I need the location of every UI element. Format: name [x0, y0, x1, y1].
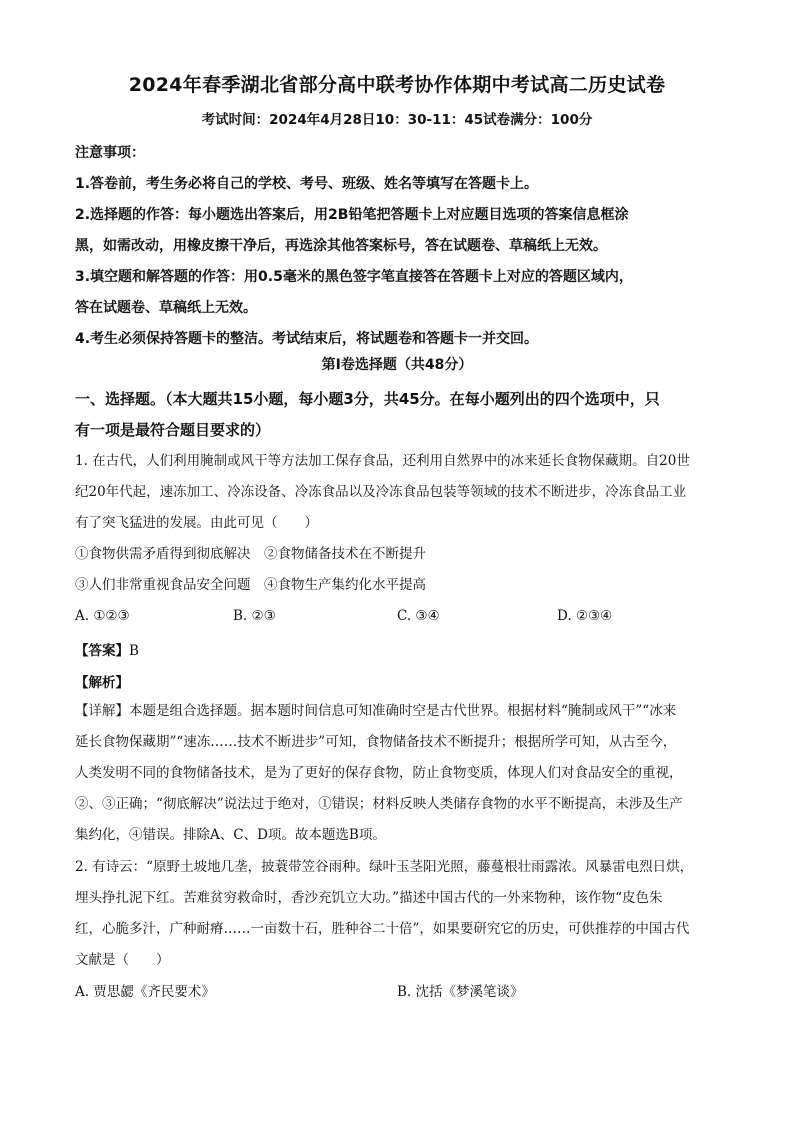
question-line: 红，心脆多汁，广种耐瘠……一亩数十石，胜种谷二十倍”，如果要研究它的历史，可供推荐的中国古代 [75, 921, 690, 937]
question-1-options [75, 601, 725, 632]
option-b: B. 沈括《梦溪笔谈》 [397, 984, 524, 1000]
detail-line: ②、③正确；“彻底解决”说法过于绝对，①错误；材料反映人类储存食物的水平不断提高，未涉及生产 [75, 796, 683, 812]
section-intro-line: 有一项是最符合题目要求的） [75, 421, 271, 439]
detail-line: 人类发明不同的食物储备技术，是为了更好的保存食物，防止食物变质，体现人们对食品安全的重视， [75, 765, 683, 781]
option-c: C. ③④ [397, 608, 440, 624]
notice-heading: 注意事项： [75, 145, 145, 161]
page-title: 2024年春季湖北省部分高中联考协作体期中考试高二历史试卷 [128, 74, 666, 96]
question-line: 2. 有诗云：“原野土坡地几垄，披蓑带笠谷雨种。绿叶玉茎阳光照，藤蔓根壮雨露浓。风暴雷电烈日烘， [75, 859, 694, 875]
detail-line: 延长食物保藏期”“速冻……技术不断进步”可知，食物储备技术不断提升；根据所学可知，从古至今， [75, 734, 677, 750]
option-a: A. 贾思勰《齐民要术》 [75, 984, 215, 1000]
answer-label: 【答案】 [75, 643, 129, 659]
statement-line: ①食物供需矛盾得到彻底解决 ②食物储备技术在不断提升 [75, 546, 426, 562]
section-intro-line: 一、选择题。（本大题共15小题，每小题3分，共45分。在每小题列出的四个选项中，只 [75, 390, 660, 408]
question-1 [75, 446, 725, 601]
section-title: 第Ⅰ卷选择题（共48分） [321, 357, 473, 373]
detail-line: 【详解】本题是组合选择题。据本题时间信息可知准确时空是古代世界。根据材料“腌制或风干”“冰来 [75, 703, 677, 719]
notice-section [75, 138, 725, 355]
option-b: B. ②③ [233, 608, 276, 624]
question-2-options [75, 977, 725, 1008]
question-line: 文献是（ ） [75, 952, 170, 968]
notice-line: 2.选择题的作答：每小题选出答案后，用2B铅笔把答题卡上对应题目选项的答案信息框涂 [75, 207, 629, 223]
notice-line: 黑，如需改动，用橡皮擦干净后，再选涂其他答案标号，答在试题卷、草稿纸上无效。 [75, 238, 607, 254]
answer-row [75, 639, 139, 659]
notice-line: 答在试题卷、草稿纸上无效。 [75, 300, 257, 316]
question-2 [75, 852, 725, 976]
question-1-detail [75, 696, 725, 851]
question-line: 纪20年代起，速冻加工、冷冻设备、冷冻食品以及冷冻食品包装等领域的技术不断进步，冷冻食品工业 [75, 484, 687, 500]
question-line: 1. 在古代，人们利用腌制或风干等方法加工保存食品，还利用自然界中的冰来延长食物保藏期。自20世 [75, 453, 690, 469]
option-d: D. ②③④ [557, 608, 613, 624]
option-a: A. ①②③ [75, 608, 130, 624]
exam-info: 考试时间：2024年4月28日10：30-11：45试卷满分：100分 [201, 112, 593, 128]
section-intro [75, 384, 725, 446]
detail-line: 集约化，④错误。排除A、C、D项。故本题选B项。 [75, 827, 386, 843]
answer-value: B [129, 643, 139, 659]
notice-line: 3.填空题和解答题的作答：用0.5毫米的黑色签字笔直接答在答题卡上对应的答题区域内， [75, 269, 633, 285]
question-line: 埋头挣扎泥下红。苦难贫穷救命时，香沙充饥立大功。”描述中国古代的一外来物种，该作物“皮色朱 [75, 890, 663, 906]
question-line: 有了突飞猛进的发展。由此可见（ ） [75, 515, 318, 531]
statement-line: ③人们非常重视食品安全问题 ④食物生产集约化水平提高 [75, 577, 426, 593]
notice-line: 1.答卷前，考生务必将自己的学校、考号、班级、姓名等填写在答题卡上。 [75, 176, 539, 192]
analysis-label: 【解析】 [75, 675, 129, 691]
notice-line: 4.考生必须保持答题卡的整洁。考试结束后，将试题卷和答题卡一并交回。 [75, 331, 539, 347]
analysis-row [75, 671, 129, 691]
